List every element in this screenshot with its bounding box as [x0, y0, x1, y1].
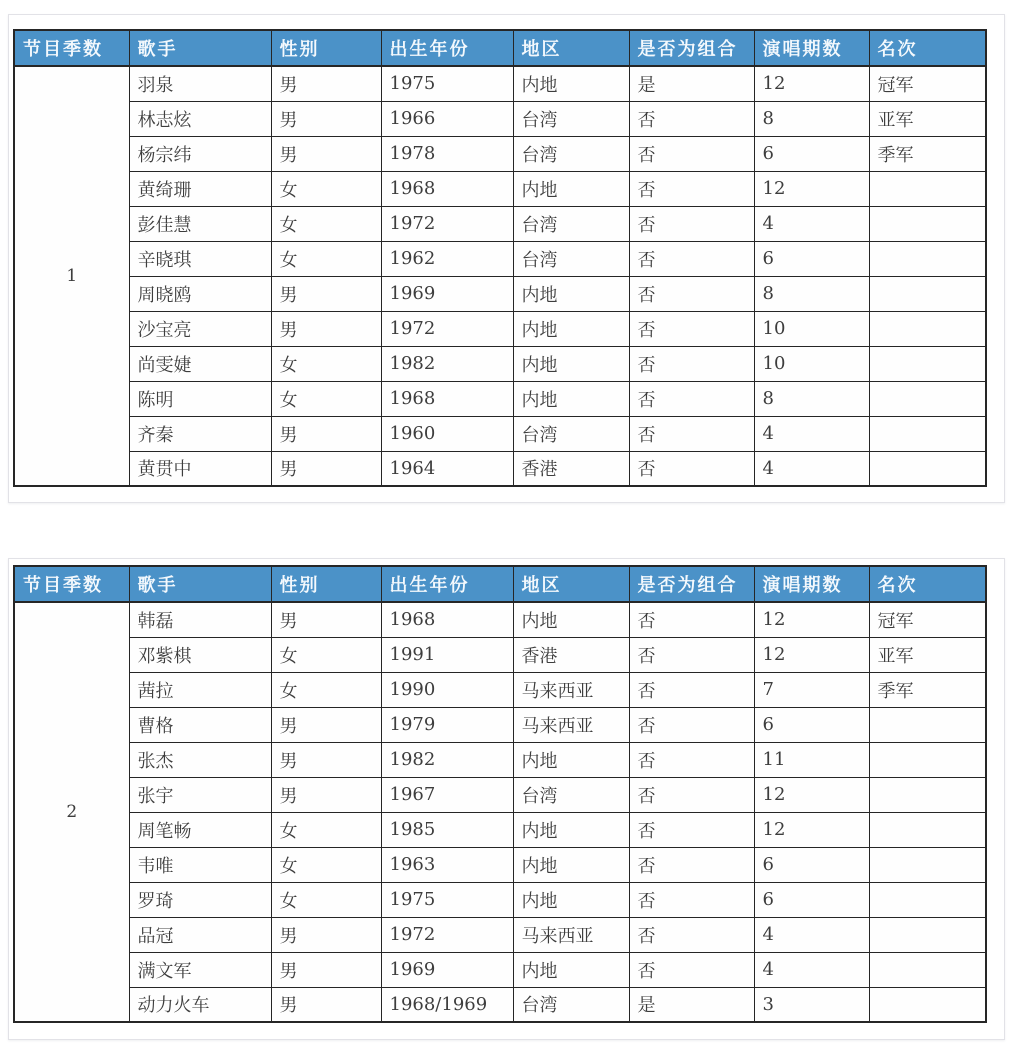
table-row — [14, 206, 986, 241]
column-header-2: 性别 — [271, 566, 381, 602]
cell-region: 马来西亚 — [513, 917, 629, 952]
cell-episode-count: 7 — [754, 672, 869, 707]
column-header-2: 性别 — [271, 30, 381, 66]
cell-gender: 女 — [271, 206, 381, 241]
season-1-singers-table — [13, 29, 987, 487]
cell-singer: 陈明 — [129, 381, 271, 416]
cell-episode-count: 6 — [754, 707, 869, 742]
cell-region: 马来西亚 — [513, 672, 629, 707]
cell-singer: 周晓鸥 — [129, 276, 271, 311]
cell-is-group: 否 — [629, 276, 754, 311]
cell-birth-year: 1972 — [381, 206, 513, 241]
header-row — [14, 30, 986, 66]
cell-region: 内地 — [513, 66, 629, 101]
cell-episode-count: 6 — [754, 847, 869, 882]
season-number-cell: 2 — [14, 602, 129, 1022]
table-row — [14, 66, 986, 101]
cell-birth-year: 1962 — [381, 241, 513, 276]
cell-is-group: 是 — [629, 66, 754, 101]
cell-gender: 男 — [271, 917, 381, 952]
cell-singer: 彭佳慧 — [129, 206, 271, 241]
cell-is-group: 否 — [629, 241, 754, 276]
cell-region: 内地 — [513, 882, 629, 917]
cell-gender: 男 — [271, 66, 381, 101]
cell-episode-count: 4 — [754, 416, 869, 451]
cell-episode-count: 12 — [754, 171, 869, 206]
cell-rank — [869, 381, 986, 416]
cell-region: 内地 — [513, 311, 629, 346]
cell-rank: 亚军 — [869, 101, 986, 136]
cell-birth-year: 1982 — [381, 742, 513, 777]
cell-region: 台湾 — [513, 416, 629, 451]
column-header-4: 地区 — [513, 30, 629, 66]
cell-episode-count: 12 — [754, 66, 869, 101]
cell-episode-count: 12 — [754, 812, 869, 847]
cell-rank — [869, 917, 986, 952]
cell-birth-year: 1975 — [381, 66, 513, 101]
cell-rank: 亚军 — [869, 637, 986, 672]
cell-episode-count: 4 — [754, 917, 869, 952]
cell-region: 台湾 — [513, 987, 629, 1022]
cell-region: 台湾 — [513, 101, 629, 136]
cell-is-group: 否 — [629, 917, 754, 952]
cell-gender: 男 — [271, 742, 381, 777]
cell-is-group: 否 — [629, 952, 754, 987]
cell-singer: 品冠 — [129, 917, 271, 952]
cell-episode-count: 6 — [754, 241, 869, 276]
cell-region: 台湾 — [513, 777, 629, 812]
cell-gender: 女 — [271, 381, 381, 416]
header-row — [14, 566, 986, 602]
cell-birth-year: 1975 — [381, 882, 513, 917]
season-1-table-panel — [8, 14, 1005, 503]
cell-is-group: 是 — [629, 987, 754, 1022]
cell-is-group: 否 — [629, 672, 754, 707]
cell-birth-year: 1978 — [381, 136, 513, 171]
cell-is-group: 否 — [629, 136, 754, 171]
cell-gender: 男 — [271, 311, 381, 346]
cell-region: 内地 — [513, 171, 629, 206]
cell-region: 内地 — [513, 276, 629, 311]
cell-singer: 动力火车 — [129, 987, 271, 1022]
cell-birth-year: 1969 — [381, 276, 513, 311]
cell-region: 内地 — [513, 346, 629, 381]
cell-episode-count: 6 — [754, 136, 869, 171]
cell-singer: 韦唯 — [129, 847, 271, 882]
cell-singer: 曹格 — [129, 707, 271, 742]
cell-rank: 冠军 — [869, 602, 986, 637]
season-number-cell: 1 — [14, 66, 129, 486]
cell-is-group: 否 — [629, 882, 754, 917]
cell-is-group: 否 — [629, 637, 754, 672]
cell-episode-count: 12 — [754, 637, 869, 672]
cell-singer: 周笔畅 — [129, 812, 271, 847]
table-row — [14, 917, 986, 952]
column-header-0: 节目季数 — [14, 566, 129, 602]
cell-is-group: 否 — [629, 707, 754, 742]
cell-singer: 张杰 — [129, 742, 271, 777]
cell-is-group: 否 — [629, 812, 754, 847]
cell-region: 香港 — [513, 637, 629, 672]
cell-rank — [869, 882, 986, 917]
column-header-1: 歌手 — [129, 566, 271, 602]
cell-gender: 男 — [271, 136, 381, 171]
cell-gender: 女 — [271, 882, 381, 917]
table-row — [14, 451, 986, 486]
cell-episode-count: 8 — [754, 381, 869, 416]
cell-is-group: 否 — [629, 311, 754, 346]
table-row — [14, 777, 986, 812]
cell-episode-count: 10 — [754, 311, 869, 346]
cell-birth-year: 1990 — [381, 672, 513, 707]
cell-region: 台湾 — [513, 241, 629, 276]
cell-birth-year: 1968 — [381, 381, 513, 416]
cell-region: 内地 — [513, 381, 629, 416]
cell-episode-count: 3 — [754, 987, 869, 1022]
column-header-6: 演唱期数 — [754, 30, 869, 66]
cell-rank — [869, 812, 986, 847]
season-2-table-panel — [8, 558, 1005, 1040]
cell-gender: 女 — [271, 241, 381, 276]
cell-birth-year: 1968 — [381, 602, 513, 637]
cell-singer: 羽泉 — [129, 66, 271, 101]
cell-rank — [869, 451, 986, 486]
cell-birth-year: 1960 — [381, 416, 513, 451]
cell-region: 内地 — [513, 742, 629, 777]
column-header-7: 名次 — [869, 566, 986, 602]
cell-is-group: 否 — [629, 451, 754, 486]
table-row — [14, 987, 986, 1022]
cell-gender: 女 — [271, 637, 381, 672]
cell-rank — [869, 987, 986, 1022]
cell-gender: 女 — [271, 812, 381, 847]
cell-episode-count: 6 — [754, 882, 869, 917]
cell-episode-count: 4 — [754, 952, 869, 987]
cell-rank — [869, 952, 986, 987]
cell-rank — [869, 847, 986, 882]
column-header-6: 演唱期数 — [754, 566, 869, 602]
cell-rank — [869, 241, 986, 276]
cell-birth-year: 1979 — [381, 707, 513, 742]
cell-birth-year: 1964 — [381, 451, 513, 486]
cell-is-group: 否 — [629, 206, 754, 241]
table-row — [14, 812, 986, 847]
cell-region: 台湾 — [513, 136, 629, 171]
table-row — [14, 416, 986, 451]
cell-gender: 女 — [271, 171, 381, 206]
column-header-5: 是否为组合 — [629, 30, 754, 66]
cell-singer: 林志炫 — [129, 101, 271, 136]
cell-is-group: 否 — [629, 416, 754, 451]
cell-birth-year: 1968/1969 — [381, 987, 513, 1022]
table-row — [14, 381, 986, 416]
cell-singer: 韩磊 — [129, 602, 271, 637]
cell-gender: 男 — [271, 707, 381, 742]
cell-is-group: 否 — [629, 602, 754, 637]
cell-singer: 黄绮珊 — [129, 171, 271, 206]
table-row — [14, 952, 986, 987]
cell-is-group: 否 — [629, 777, 754, 812]
season-2-singers-table — [13, 565, 987, 1023]
cell-singer: 满文军 — [129, 952, 271, 987]
cell-birth-year: 1968 — [381, 171, 513, 206]
cell-is-group: 否 — [629, 742, 754, 777]
cell-episode-count: 12 — [754, 602, 869, 637]
cell-region: 内地 — [513, 952, 629, 987]
cell-birth-year: 1972 — [381, 311, 513, 346]
cell-region: 马来西亚 — [513, 707, 629, 742]
cell-gender: 男 — [271, 416, 381, 451]
column-header-3: 出生年份 — [381, 30, 513, 66]
column-header-3: 出生年份 — [381, 566, 513, 602]
cell-is-group: 否 — [629, 101, 754, 136]
table-row — [14, 171, 986, 206]
cell-episode-count: 12 — [754, 777, 869, 812]
cell-birth-year: 1985 — [381, 812, 513, 847]
table-row — [14, 602, 986, 637]
cell-rank — [869, 171, 986, 206]
cell-singer: 邓紫棋 — [129, 637, 271, 672]
cell-is-group: 否 — [629, 381, 754, 416]
cell-gender: 男 — [271, 987, 381, 1022]
cell-birth-year: 1982 — [381, 346, 513, 381]
cell-episode-count: 4 — [754, 451, 869, 486]
cell-gender: 男 — [271, 451, 381, 486]
table-row — [14, 637, 986, 672]
cell-singer: 辛晓琪 — [129, 241, 271, 276]
column-header-7: 名次 — [869, 30, 986, 66]
cell-singer: 沙宝亮 — [129, 311, 271, 346]
cell-singer: 罗琦 — [129, 882, 271, 917]
cell-rank — [869, 777, 986, 812]
cell-is-group: 否 — [629, 171, 754, 206]
cell-episode-count: 4 — [754, 206, 869, 241]
cell-region: 内地 — [513, 812, 629, 847]
table-row — [14, 241, 986, 276]
cell-gender: 男 — [271, 777, 381, 812]
table-row — [14, 101, 986, 136]
table-row — [14, 311, 986, 346]
cell-rank — [869, 276, 986, 311]
cell-gender: 女 — [271, 672, 381, 707]
column-header-4: 地区 — [513, 566, 629, 602]
cell-singer: 茜拉 — [129, 672, 271, 707]
cell-birth-year: 1967 — [381, 777, 513, 812]
cell-episode-count: 8 — [754, 276, 869, 311]
table-row — [14, 346, 986, 381]
cell-birth-year: 1991 — [381, 637, 513, 672]
cell-rank — [869, 206, 986, 241]
column-header-0: 节目季数 — [14, 30, 129, 66]
cell-episode-count: 11 — [754, 742, 869, 777]
cell-gender: 男 — [271, 101, 381, 136]
cell-rank — [869, 742, 986, 777]
cell-rank: 冠军 — [869, 66, 986, 101]
cell-birth-year: 1972 — [381, 917, 513, 952]
cell-episode-count: 10 — [754, 346, 869, 381]
table-row — [14, 276, 986, 311]
cell-gender: 男 — [271, 952, 381, 987]
cell-gender: 男 — [271, 602, 381, 637]
cell-singer: 齐秦 — [129, 416, 271, 451]
cell-gender: 女 — [271, 346, 381, 381]
cell-is-group: 否 — [629, 346, 754, 381]
cell-singer: 尚雯婕 — [129, 346, 271, 381]
column-header-1: 歌手 — [129, 30, 271, 66]
cell-singer: 杨宗纬 — [129, 136, 271, 171]
cell-region: 香港 — [513, 451, 629, 486]
table-row — [14, 136, 986, 171]
cell-rank: 季军 — [869, 672, 986, 707]
cell-gender: 女 — [271, 847, 381, 882]
cell-rank — [869, 707, 986, 742]
cell-region: 内地 — [513, 847, 629, 882]
cell-region: 台湾 — [513, 206, 629, 241]
table-row — [14, 672, 986, 707]
cell-birth-year: 1966 — [381, 101, 513, 136]
cell-singer: 张宇 — [129, 777, 271, 812]
cell-is-group: 否 — [629, 847, 754, 882]
cell-region: 内地 — [513, 602, 629, 637]
table-row — [14, 707, 986, 742]
table-row — [14, 847, 986, 882]
column-header-5: 是否为组合 — [629, 566, 754, 602]
cell-rank: 季军 — [869, 136, 986, 171]
cell-singer: 黄贯中 — [129, 451, 271, 486]
cell-rank — [869, 416, 986, 451]
cell-birth-year: 1969 — [381, 952, 513, 987]
cell-rank — [869, 311, 986, 346]
cell-gender: 男 — [271, 276, 381, 311]
cell-birth-year: 1963 — [381, 847, 513, 882]
table-row — [14, 882, 986, 917]
cell-rank — [869, 346, 986, 381]
table-row — [14, 742, 986, 777]
cell-episode-count: 8 — [754, 101, 869, 136]
